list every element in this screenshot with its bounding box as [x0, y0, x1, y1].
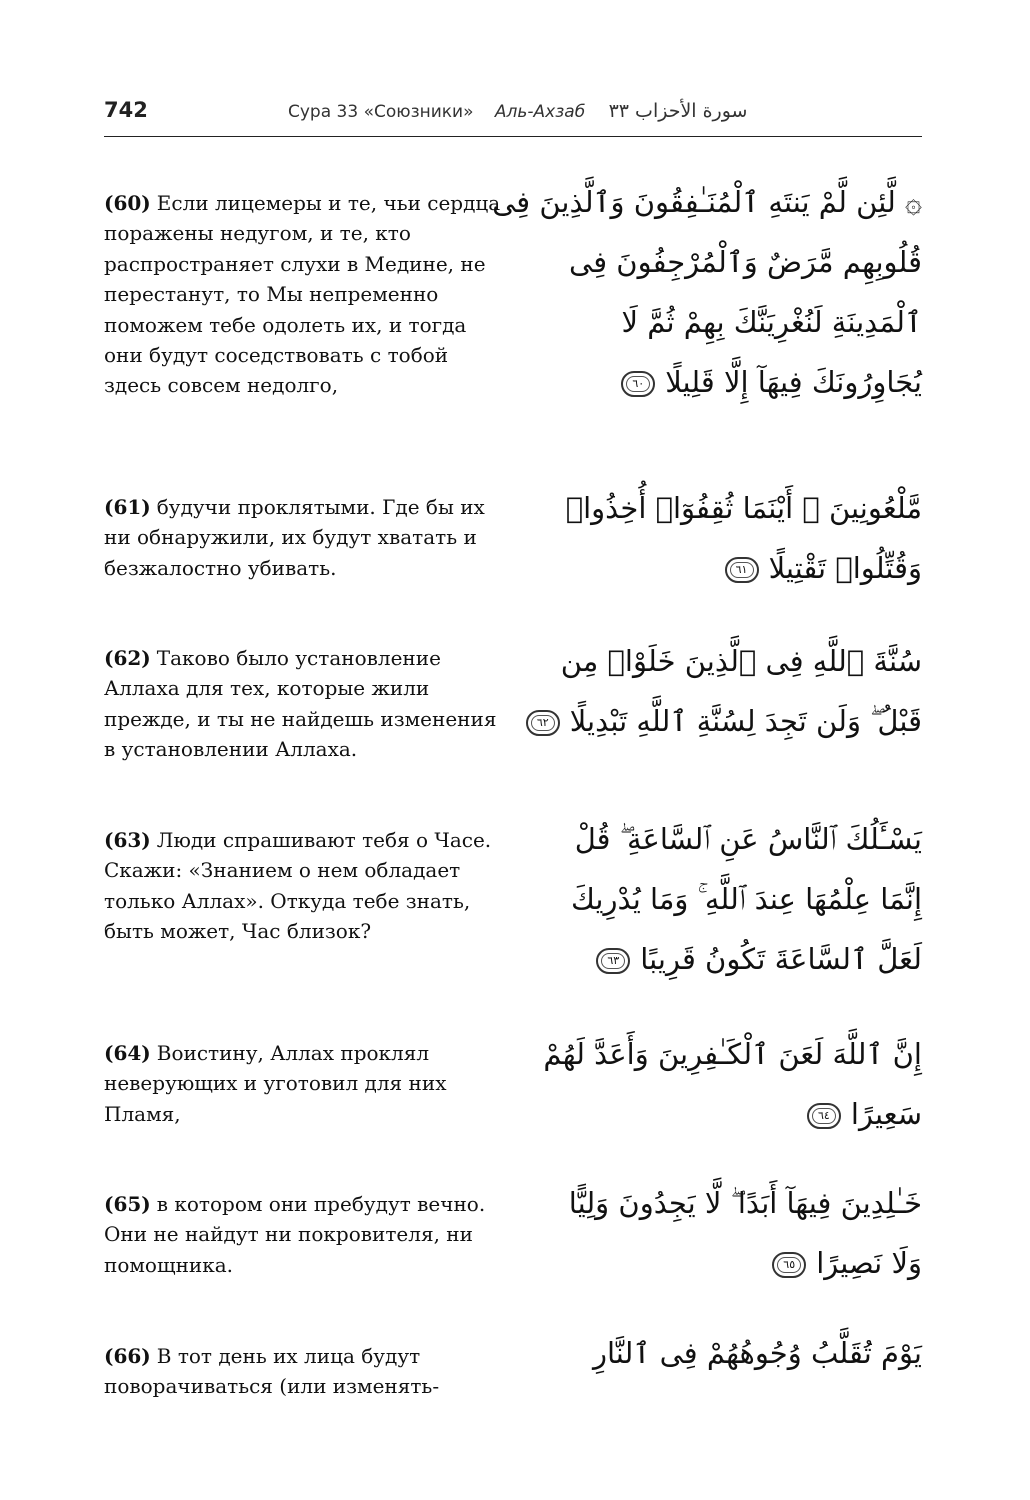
ayah-end-mark-icon: [526, 710, 560, 736]
arabic-line: قُلُوبِهِم مَّرَضٌ وَٱلْمُرْجِفُونَ فِى: [569, 245, 922, 279]
arabic-line: وَقُتِّلُوا۟ تَقْتِيلًا: [768, 551, 922, 585]
arabic-line: يُجَاوِرُونَكَ فِيهَآ إِلَّا قَلِيلًا: [665, 365, 922, 399]
arabic-line-with-mark: [522, 1233, 922, 1293]
page-number: 742: [104, 98, 148, 122]
ayah-end-mark-icon: [772, 1252, 806, 1278]
arabic-line: يَوْمَ تُقَلَّبُ وُجُوهُهُمْ فِى ٱلنَّارِ: [592, 1336, 922, 1370]
arabic-line-with-mark: [522, 691, 922, 751]
ayah-number: ٦٤: [817, 1109, 830, 1122]
verse-translation: [104, 825, 504, 947]
arabic-line-with-mark: [522, 352, 922, 412]
arabic-line: لَعَلَّ ٱلسَّاعَةَ تَكُونُ قَرِيبًا: [640, 942, 922, 976]
ayah-number: ٦٥: [783, 1258, 796, 1271]
verse-number: (62): [104, 646, 151, 670]
running-title: [288, 100, 747, 122]
verse-translation-text: Люди спрашивают тебя о Часе. Скажи: «Знанием о нем обладает только Аллах». Откуда тебе знать, быть может, Час близок?: [104, 828, 492, 944]
arabic-line: إِنَّمَا عِلْمُهَا عِندَ ٱللَّهِ ۚ وَمَا يُدْرِيكَ: [570, 882, 922, 916]
verse-translation-text: Воистину, Аллах проклял неверующих и уготовил для них Пламя,: [104, 1041, 447, 1126]
arabic-line-with-mark: [522, 538, 922, 598]
verse-translation: [104, 492, 504, 583]
verse-number: (63): [104, 828, 151, 852]
verse-translation-text: Таково было установление Аллаха для тех, которые жили прежде, и ты не найдешь изменения в установлении Аллаха.: [104, 646, 497, 762]
verse-number: (64): [104, 1041, 151, 1065]
verse-arabic: [492, 172, 922, 412]
verse-number: (65): [104, 1192, 151, 1216]
arabic-line: وَلَا نَصِيرًا: [816, 1246, 922, 1280]
ayah-end-mark-icon: [807, 1103, 841, 1129]
verse-number: (60): [104, 191, 151, 215]
arabic-line: سَعِيرًا: [850, 1097, 922, 1131]
verse-arabic: [522, 809, 922, 989]
sura-name-translit: Аль-Ахзаб: [494, 102, 586, 122]
verse-translation: [104, 1038, 504, 1129]
page-header: [104, 96, 922, 132]
verse-62: [104, 643, 922, 773]
sura-label: Сура 33: [288, 102, 359, 122]
ayah-number: ٦١: [735, 563, 748, 576]
arabic-line: سُنَّةَ ٱللَّهِ فِى ٱلَّذِينَ خَلَوْا۟ مِن: [560, 644, 922, 678]
verse-translation: [104, 1189, 504, 1280]
verse-63: [104, 822, 922, 995]
arabic-line: مَّلْعُونِينَ ۖ أَيْنَمَا ثُقِفُوٓا۟ أُخِذُوا۟: [565, 491, 922, 525]
verse-arabic: [522, 1024, 922, 1144]
verse-64: [104, 1038, 922, 1148]
ayah-number: ٦٠: [632, 377, 645, 390]
verse-arabic: [522, 478, 922, 598]
arabic-line: ٱلْمَدِينَةِ لَنُغْرِيَنَّكَ بِهِمْ ثُمَّ لَا: [621, 305, 922, 339]
ayah-end-mark-icon: [596, 948, 630, 974]
verse-translation-text: В тот день их лица будут поворачиваться (или изменять-: [104, 1344, 440, 1399]
verse-translation: [104, 1341, 504, 1402]
ayah-end-mark-icon: [725, 557, 759, 583]
verse-60: [104, 185, 922, 448]
verse-number: (66): [104, 1344, 151, 1368]
header-divider: [104, 136, 922, 137]
verse-arabic: [522, 1323, 922, 1383]
arabic-line-with-mark: [522, 929, 922, 989]
arabic-line: يَسْـَٔلُكَ ٱلنَّاسُ عَنِ ٱلسَّاعَةِ ۖ قُلْ: [574, 822, 922, 856]
verse-61: [104, 492, 922, 612]
ayah-end-mark-icon: [621, 371, 655, 397]
arabic-line: قَبْلُ ۖ وَلَن تَجِدَ لِسُنَّةِ ٱللَّهِ تَبْدِيلًا: [569, 704, 922, 738]
arabic-line: ۞ لَّئِن لَّمْ يَنتَهِ ٱلْمُنَـٰفِقُونَ وَٱلَّذِينَ فِى: [492, 185, 922, 219]
arabic-line: إِنَّ ٱللَّهَ لَعَنَ ٱلْكَـٰفِرِينَ وَأَعَدَّ لَهُمْ: [543, 1037, 922, 1071]
verse-translation-text: будучи проклятыми. Где бы их ни обнаружили, их будут хватать и безжалостно убивать.: [104, 495, 485, 580]
verse-65: [104, 1186, 922, 1299]
verse-translation: [104, 643, 504, 765]
verse-arabic: [522, 1173, 922, 1293]
arabic-line-with-mark: [522, 1084, 922, 1144]
ayah-number: ٦٢: [536, 716, 549, 729]
verse-translation-text: Если лицемеры и те, чьи сердца поражены недугом, и те, кто распространяет слухи в Медине, не перестанут, то Мы непременно поможем тебе одолеть их, и тогда они будут соседствовать с тобой здесь совсем недолго,: [104, 191, 501, 398]
sura-name-arabic: سورة الأحزاب ٣٣: [608, 100, 748, 122]
verse-translation-text: в котором они пребудут вечно. Они не найдут ни покровителя, ни помощника.: [104, 1192, 486, 1277]
verse-arabic: [522, 631, 922, 751]
arabic-line: خَـٰلِدِينَ فِيهَآ أَبَدًا ۖ لَّا يَجِدُونَ وَلِيًّا: [568, 1186, 922, 1220]
sura-name-ru: «Союзники»: [363, 102, 474, 122]
verse-number: (61): [104, 495, 151, 519]
ayah-number: ٦٣: [607, 954, 620, 967]
verse-66: [104, 1336, 922, 1421]
verse-translation: [104, 188, 504, 401]
